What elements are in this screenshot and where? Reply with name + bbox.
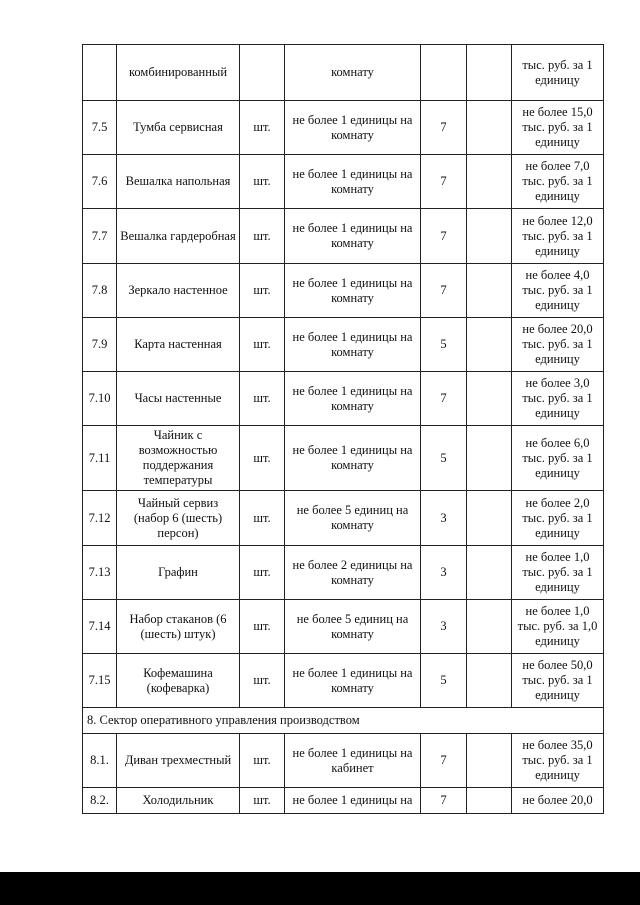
- item-price-limit: не более 2,0 тыс. руб. за 1 единицу: [512, 491, 604, 546]
- item-extra: [467, 101, 512, 155]
- table-row: [83, 734, 604, 788]
- item-number: 7.14: [83, 600, 117, 654]
- item-name: Зеркало настенное: [117, 264, 240, 318]
- item-price-limit: не более 15,0 тыс. руб. за 1 единицу: [512, 101, 604, 155]
- item-extra: [467, 491, 512, 546]
- item-unit: шт.: [240, 318, 285, 372]
- item-name: Диван трехместный: [117, 734, 240, 788]
- table-row: [83, 600, 604, 654]
- item-price-limit: не более 3,0 тыс. руб. за 1 единицу: [512, 372, 604, 426]
- item-extra: [467, 734, 512, 788]
- item-name: Чайник с возможностью поддержания температуры: [117, 426, 240, 491]
- item-price-limit: не более 35,0 тыс. руб. за 1 единицу: [512, 734, 604, 788]
- item-number: 7.5: [83, 101, 117, 155]
- item-service-years: 7: [421, 209, 467, 264]
- item-number: 7.7: [83, 209, 117, 264]
- item-price-limit: не более 6,0 тыс. руб. за 1 единицу: [512, 426, 604, 491]
- item-quantity-norm: не более 1 единицы на кабинет: [285, 734, 421, 788]
- item-unit: шт.: [240, 372, 285, 426]
- item-service-years: 3: [421, 491, 467, 546]
- table-row: [83, 101, 604, 155]
- item-name: Чайный сервиз (набор 6 (шесть) персон): [117, 491, 240, 546]
- table-row: [83, 209, 604, 264]
- item-price-limit: тыс. руб. за 1 единицу: [512, 45, 604, 101]
- item-service-years: 3: [421, 600, 467, 654]
- item-price-limit: не более 20,0: [512, 788, 604, 814]
- item-unit: шт.: [240, 426, 285, 491]
- table-row: [83, 372, 604, 426]
- table-row: [83, 318, 604, 372]
- item-price-limit: не более 12,0 тыс. руб. за 1 единицу: [512, 209, 604, 264]
- item-name: Вешалка напольная: [117, 155, 240, 209]
- item-quantity-norm: не более 1 единицы на комнату: [285, 318, 421, 372]
- item-unit: шт.: [240, 788, 285, 814]
- table-row: [83, 788, 604, 814]
- item-quantity-norm: не более 1 единицы на комнату: [285, 654, 421, 708]
- table-row: [83, 45, 604, 101]
- item-quantity-norm: не более 1 единицы на: [285, 788, 421, 814]
- item-extra: [467, 209, 512, 264]
- item-number: [83, 45, 117, 101]
- item-quantity-norm: не более 1 единицы на комнату: [285, 209, 421, 264]
- table-row: [83, 546, 604, 600]
- item-service-years: 7: [421, 734, 467, 788]
- item-name: Кофемашина (кофеварка): [117, 654, 240, 708]
- item-unit: шт.: [240, 600, 285, 654]
- item-extra: [467, 155, 512, 209]
- item-unit: шт.: [240, 546, 285, 600]
- item-name: Часы настенные: [117, 372, 240, 426]
- item-price-limit: не более 7,0 тыс. руб. за 1 единицу: [512, 155, 604, 209]
- item-extra: [467, 264, 512, 318]
- item-quantity-norm: не более 1 единицы на комнату: [285, 372, 421, 426]
- item-extra: [467, 45, 512, 101]
- item-extra: [467, 546, 512, 600]
- item-number: 7.11: [83, 426, 117, 491]
- scan-bottom-edge: [0, 872, 640, 905]
- item-name: Тумба сервисная: [117, 101, 240, 155]
- item-number: 7.10: [83, 372, 117, 426]
- item-price-limit: не более 1,0 тыс. руб. за 1 единицу: [512, 546, 604, 600]
- item-quantity-norm: не более 5 единиц на комнату: [285, 600, 421, 654]
- item-service-years: 7: [421, 101, 467, 155]
- table-row: [83, 155, 604, 209]
- item-quantity-norm: не более 2 единицы на комнату: [285, 546, 421, 600]
- item-number: 7.15: [83, 654, 117, 708]
- item-number: 7.8: [83, 264, 117, 318]
- item-number: 8.2.: [83, 788, 117, 814]
- item-quantity-norm: не более 5 единиц на комнату: [285, 491, 421, 546]
- item-service-years: 5: [421, 318, 467, 372]
- item-unit: [240, 45, 285, 101]
- table-body: [83, 45, 604, 814]
- item-extra: [467, 318, 512, 372]
- furniture-norms-table: [82, 44, 604, 814]
- item-number: 7.12: [83, 491, 117, 546]
- item-unit: шт.: [240, 734, 285, 788]
- item-quantity-norm: не более 1 единицы на комнату: [285, 155, 421, 209]
- section-title: 8. Сектор оперативного управления производством: [83, 708, 604, 734]
- item-price-limit: не более 4,0 тыс. руб. за 1 единицу: [512, 264, 604, 318]
- item-extra: [467, 372, 512, 426]
- section-header-row: [83, 708, 604, 734]
- item-price-limit: не более 1,0 тыс. руб. за 1,0 единицу: [512, 600, 604, 654]
- item-service-years: 7: [421, 788, 467, 814]
- item-quantity-norm: комнату: [285, 45, 421, 101]
- item-extra: [467, 654, 512, 708]
- table-row: [83, 426, 604, 491]
- item-number: 7.13: [83, 546, 117, 600]
- item-unit: шт.: [240, 654, 285, 708]
- item-unit: шт.: [240, 209, 285, 264]
- item-unit: шт.: [240, 101, 285, 155]
- item-name: Карта настенная: [117, 318, 240, 372]
- item-service-years: 7: [421, 372, 467, 426]
- item-service-years: 3: [421, 546, 467, 600]
- item-unit: шт.: [240, 264, 285, 318]
- item-name: Набор стаканов (6 (шесть) штук): [117, 600, 240, 654]
- item-unit: шт.: [240, 491, 285, 546]
- table-row: [83, 264, 604, 318]
- item-number: 7.6: [83, 155, 117, 209]
- item-name: Графин: [117, 546, 240, 600]
- item-name: Вешалка гардеробная: [117, 209, 240, 264]
- item-service-years: 7: [421, 264, 467, 318]
- item-service-years: 5: [421, 426, 467, 491]
- item-number: 8.1.: [83, 734, 117, 788]
- item-quantity-norm: не более 1 единицы на комнату: [285, 101, 421, 155]
- item-quantity-norm: не более 1 единицы на комнату: [285, 264, 421, 318]
- item-service-years: 5: [421, 654, 467, 708]
- item-extra: [467, 788, 512, 814]
- item-service-years: [421, 45, 467, 101]
- item-price-limit: не более 50,0 тыс. руб. за 1 единицу: [512, 654, 604, 708]
- item-unit: шт.: [240, 155, 285, 209]
- item-name: Холодильник: [117, 788, 240, 814]
- item-name: комбинированный: [117, 45, 240, 101]
- table-row: [83, 491, 604, 546]
- item-number: 7.9: [83, 318, 117, 372]
- table-row: [83, 654, 604, 708]
- item-quantity-norm: не более 1 единицы на комнату: [285, 426, 421, 491]
- item-extra: [467, 426, 512, 491]
- item-price-limit: не более 20,0 тыс. руб. за 1 единицу: [512, 318, 604, 372]
- item-service-years: 7: [421, 155, 467, 209]
- item-extra: [467, 600, 512, 654]
